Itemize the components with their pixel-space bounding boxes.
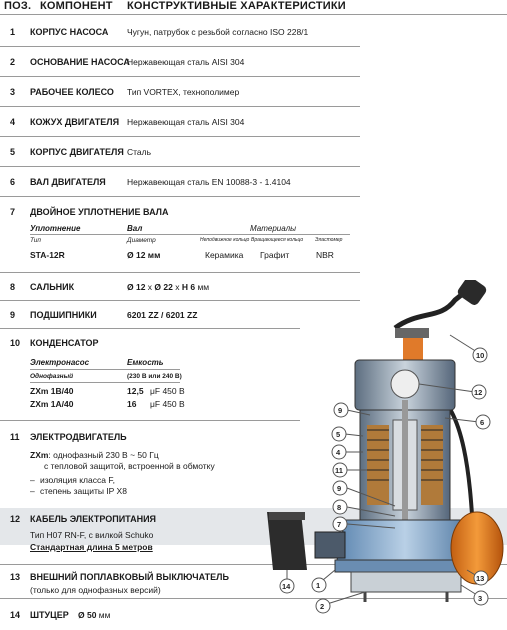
row-value: Тип VORTEX, технополимер [127, 87, 240, 97]
seal-header-rotating-ring: Вращающееся кольцо [251, 237, 304, 243]
svg-text:13: 13 [476, 574, 485, 583]
seal-header-seal: Уплотнение [30, 224, 81, 233]
pump-base [351, 572, 461, 592]
row-name: РАБОЧЕЕ КОЛЕСО [30, 87, 114, 97]
svg-text:9: 9 [338, 406, 343, 415]
svg-text:10: 10 [476, 351, 485, 360]
bearings-value: 6201 ZZ / 6201 ZZ [127, 310, 198, 320]
row-value: Чугун, патрубок с резьбой согласно ISO 228/1 [127, 27, 309, 37]
row-name: ШТУЦЕР [30, 610, 69, 620]
row-name: ВНЕШНИЙ ПОПЛАВКОВЫЙ ВЫКЛЮЧАТЕЛЬ [30, 572, 229, 582]
svg-text:1: 1 [316, 581, 321, 590]
row-value: Нержавеющая сталь AISI 304 [127, 117, 245, 127]
motor-colon: : [48, 450, 51, 460]
port-unit: мм [96, 610, 111, 620]
gland-x: x [172, 282, 182, 292]
gland-d1: Ø 12 [127, 282, 146, 292]
seal-header-diameter: Диаметр [127, 237, 156, 244]
hose-connector [267, 512, 307, 570]
svg-text:12: 12 [474, 388, 483, 397]
seal-header-elastomer: Эластомер [315, 237, 343, 243]
seal-elastomer: NBR [316, 250, 334, 260]
row-value: Сталь [127, 147, 152, 157]
callout-4 [332, 445, 363, 459]
callout-1 [312, 570, 335, 592]
row-number: 4 [10, 117, 16, 127]
svg-text:11: 11 [335, 466, 343, 475]
switch-line-1: (только для однофазных версий) [30, 585, 161, 595]
callout-2 [316, 592, 365, 613]
port-value [78, 610, 111, 620]
winding-left [367, 425, 389, 505]
cap-header-pump: Электронасос [30, 358, 90, 367]
cap-row-1-unit: μF 450 В [150, 386, 185, 396]
row-number: 12 [10, 514, 21, 524]
cap-header-capacity: Емкость [127, 358, 164, 367]
seal-type: STA-12R [30, 250, 65, 260]
seal-header-materials: Материалы [250, 224, 296, 233]
row-name: ДВОЙНОЕ УПЛОТНЕНИЕ ВАЛА [30, 207, 169, 217]
seal-header-shaft: Вал [127, 224, 143, 233]
row-number: 13 [10, 572, 21, 582]
cable-line-2: Стандартная длина 5 метров [30, 542, 153, 552]
cap-row-2-unit: μF 450 В [150, 399, 185, 409]
row-name: ВАЛ ДВИГАТЕЛЯ [30, 177, 106, 187]
winding-right [421, 425, 443, 505]
callout-3 [461, 585, 488, 605]
motor-bullet-2: степень защиты IP X8 [40, 486, 127, 496]
cap-header-voltage: (230 В или 240 В) [127, 373, 182, 380]
svg-text:9: 9 [337, 484, 342, 493]
row-number: 9 [10, 310, 16, 320]
row-number: 6 [10, 177, 16, 187]
motor-line-2: с тепловой защитой, встроенной в обмотку [44, 461, 215, 471]
row-number: 11 [10, 432, 20, 442]
seal-rotating: Графит [260, 250, 290, 260]
svg-text:7: 7 [337, 520, 342, 529]
plug [456, 280, 488, 307]
row-value: Нержавеющая сталь AISI 304 [127, 57, 245, 67]
row-number: 14 [10, 610, 21, 620]
gland-unit: мм [195, 282, 210, 292]
header-component: КОМПОНЕНТ [40, 0, 113, 12]
row-number: 3 [10, 87, 16, 97]
motor-spec: однофазный 230 В ~ 50 Гц [50, 450, 159, 460]
port-diameter: Ø 50 [78, 610, 97, 620]
row-number: 7 [10, 207, 16, 217]
callout-6 [445, 415, 490, 429]
cap-row-1-value: 12,5 [127, 386, 144, 396]
cap-row-1-model: ZXm 1B/40 [30, 386, 74, 396]
cap-row-2-model: ZXm 1A/40 [30, 399, 74, 409]
seal-fixed: Керамика [205, 250, 244, 260]
callout-12 [450, 335, 487, 362]
svg-text:6: 6 [480, 418, 485, 427]
cap-header-phase: Однофазный [30, 373, 74, 380]
row-name: КОРПУС НАСОСА [30, 27, 109, 37]
svg-text:14: 14 [282, 582, 291, 591]
pump-illustration [255, 280, 507, 620]
svg-text:2: 2 [320, 602, 325, 611]
outlet-port [315, 532, 345, 558]
motor-bullet-1: изоляция класса F, [40, 475, 115, 485]
row-number: 10 [10, 338, 21, 348]
seal-header-fixed-ring: Неподвижное кольцо [200, 237, 250, 243]
seal-header-type: Тип [30, 237, 41, 244]
row-name: КОРПУС ДВИГАТЕЛЯ [30, 147, 124, 157]
motor-dash-2: – [30, 486, 35, 496]
row-name: ОСНОВАНИЕ НАСОСА [30, 57, 130, 67]
row-name: КОЖУХ ДВИГАТЕЛЯ [30, 117, 120, 127]
svg-text:3: 3 [478, 594, 483, 603]
svg-text:5: 5 [336, 430, 341, 439]
row-number: 1 [10, 27, 16, 37]
svg-text:4: 4 [336, 448, 341, 457]
row-name: КОНДЕНСАТОР [30, 338, 99, 348]
motor-model: ZXm [30, 450, 49, 460]
capacitor [391, 370, 419, 398]
row-name: САЛЬНИК [30, 282, 75, 292]
header-pos: ПОЗ. [4, 0, 32, 12]
gland-d2: Ø 22 [154, 282, 173, 292]
cap-row-2-value: 16 [127, 399, 137, 409]
gland-x: x [145, 282, 155, 292]
seal-diameter: Ø 12 мм [127, 250, 161, 260]
row-name: ЭЛЕКТРОДВИГАТЕЛЬ [30, 432, 127, 442]
gland-h: H 6 [181, 282, 196, 292]
row-value: Нержавеющая сталь EN 10088-3 - 1.4104 [127, 177, 291, 187]
cable-gland [403, 336, 423, 360]
row-name: ПОДШИПНИКИ [30, 310, 97, 320]
motor-dash-1: – [30, 475, 35, 485]
row-name: КАБЕЛЬ ЭЛЕКТРОПИТАНИЯ [30, 514, 157, 524]
gland-value [127, 282, 209, 292]
motor-line-1 [30, 450, 159, 460]
row-number: 2 [10, 57, 16, 67]
header-features: КОНСТРУКТИВНЫЕ ХАРАКТЕРИСТИКИ [127, 0, 346, 12]
row-number: 5 [10, 147, 16, 157]
callout-5 [332, 427, 363, 441]
cable-line-1: Тип H07 RN-F, с вилкой Schuko [30, 530, 154, 540]
svg-text:8: 8 [337, 503, 342, 512]
row-number: 8 [10, 282, 16, 292]
shaft [402, 400, 408, 530]
callout-14 [280, 570, 294, 593]
